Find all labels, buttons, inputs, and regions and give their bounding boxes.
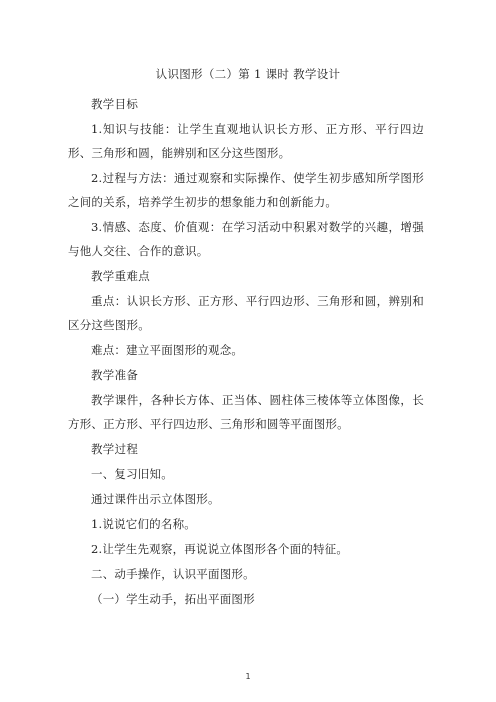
key-point: 重点：认识长方形、正方形、平行四边形、三角形和圆，辨别和区分这些图形。 [68,294,424,332]
objective-knowledge: 1.知识与技能：让学生直观地认识长方形、正方形、平行四边形、三角形和圆，能辨别和区分这些图形。 [68,122,424,160]
section-heading-preparation: 教学准备 [91,368,139,382]
difficult-point: 难点：建立平面图形的观念。 [91,343,244,357]
process-item-1: 1.说说它们的名称。 [91,517,196,531]
process-substep-1: （一）学生动手，拓出平面图形 [91,592,255,606]
document-title: 认识图形（二）第 1 课时 教学设计 [155,67,341,81]
objective-process: 2.过程与方法：通过观察和实际操作、使学生初步感知所学图形之间的关系，培养学生初步的想象能力和创新能力。 [68,171,424,209]
preparation-text: 教学课件，各种长方体、正当体、圆柱体三棱体等立体图像，长方形、正方形、平行四边形、三角形和圆等平面图形。 [68,393,424,431]
section-heading-key-points: 教学重难点 [91,269,150,283]
process-text-courseware: 通过课件出示立体图形。 [91,492,220,506]
document-body [68,92,424,612]
section-heading-objectives: 教学目标 [91,97,139,111]
page-number: 1 [245,672,251,681]
process-step-hands-on: 二、动手操作，认识平面图形。 [91,567,255,581]
objective-attitude: 3.情感、态度、价值观：在学习活动中积累对数学的兴趣，增强与他人交往、合作的意识。 [68,220,424,258]
section-heading-process: 教学过程 [91,442,139,456]
process-item-2: 2.让学生先观察，再说说立体图形各个面的特征。 [91,542,349,556]
process-step-review: 一、复习旧知。 [91,467,173,481]
